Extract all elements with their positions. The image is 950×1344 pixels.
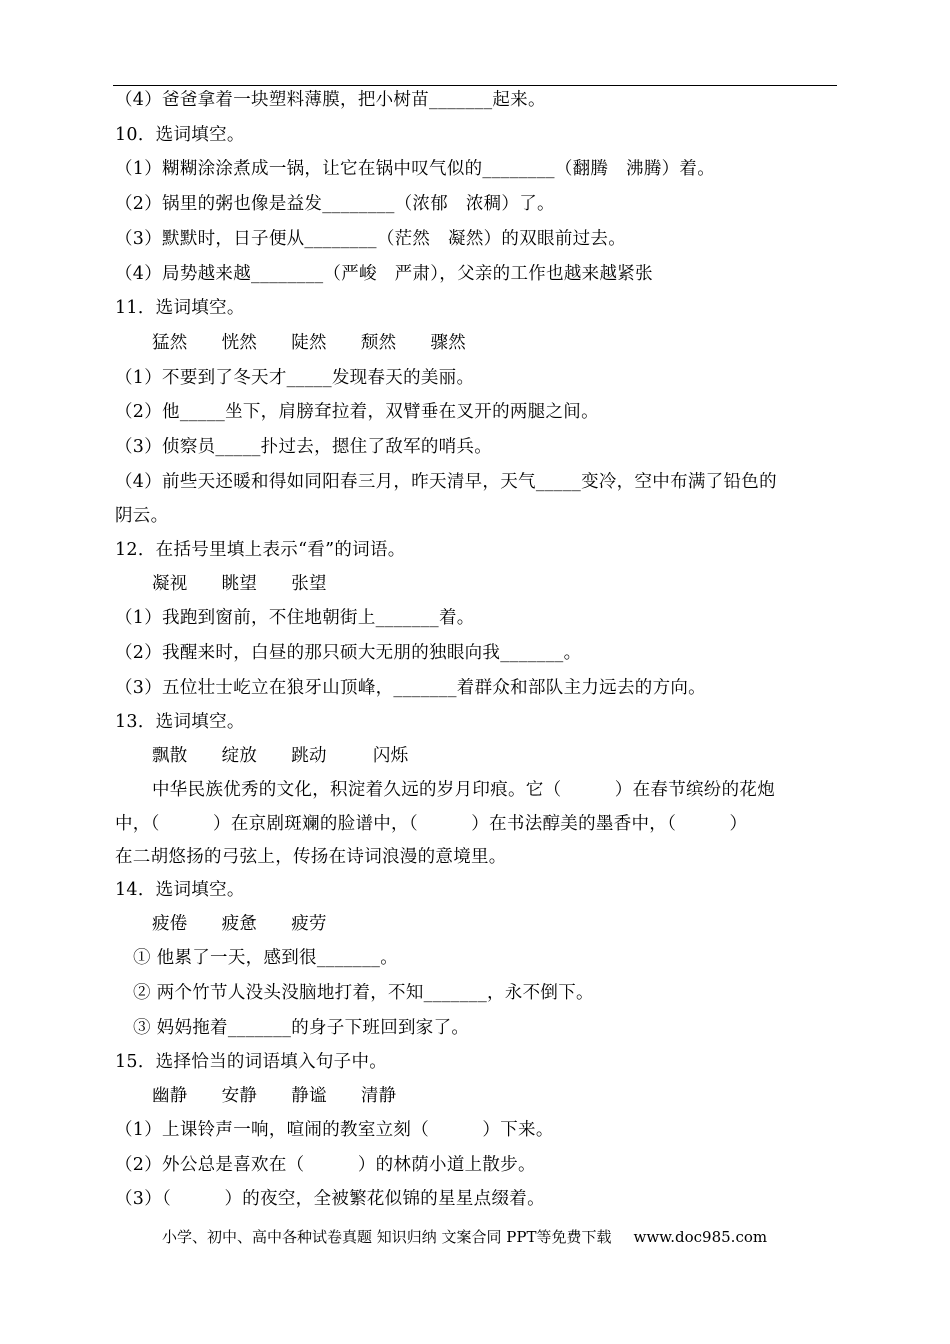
q15-option: 清静	[360, 1086, 397, 1106]
q12-options	[152, 572, 872, 596]
q13-passage-line-3: 在二胡悠扬的弓弦上，传扬在诗词浪漫的意境里。	[115, 847, 507, 867]
q14-item-3: ③ 妈妈拖着_______的身子下班回到家了。	[133, 1018, 470, 1038]
q12-item-2: （2）我醒来时，白昼的那只硕大无朋的独眼向我_______。	[115, 643, 582, 663]
q15-option: 安静	[221, 1086, 258, 1106]
q14-title: 14．选词填空。	[115, 880, 245, 900]
q10-item-2: （2）锅里的粥也像是益发________（浓郁 浓稠）了。	[115, 194, 555, 214]
q11-option: 颓然	[360, 333, 397, 353]
q15-option: 静谧	[291, 1086, 327, 1106]
q12-option: 眺望	[221, 574, 258, 594]
q11-item-3: （3）侦察员_____扑过去，摁住了敌军的哨兵。	[115, 437, 493, 457]
q13-passage-line-2: 中，（ ）在京剧斑斓的脸谱中，（ ）在书法醇美的墨香中，（ ）	[115, 814, 748, 834]
q15-options	[152, 1084, 872, 1108]
header-rule	[113, 85, 837, 86]
q9-item-4: （4）爸爸拿着一块塑料薄膜，把小树苗_______起来。	[115, 90, 546, 110]
q14-option: 疲惫	[221, 914, 258, 934]
q10-item-3: （3）默默时，日子便从________（茫然 凝然）的双眼前过去。	[115, 229, 627, 249]
q11-options	[152, 331, 872, 355]
q15-option: 幽静	[152, 1086, 188, 1106]
q15-item-1: （1）上课铃声一响，喧闹的教室立刻（ ）下来。	[115, 1120, 554, 1140]
q12-item-3: （3）五位壮士屹立在狼牙山顶峰，_______着群众和部队主力远去的方向。	[115, 678, 706, 698]
q14-option: 疲劳	[291, 914, 327, 934]
q13-passage-line-1: 中华民族优秀的文化，积淀着久远的岁月印痕。它（ ）在春节缤纷的花炮	[152, 780, 775, 800]
q11-option: 猛然	[152, 333, 188, 353]
q13-option: 绽放	[221, 746, 258, 766]
page-footer	[162, 1226, 767, 1248]
q13-title: 13．选词填空。	[115, 712, 245, 732]
q13-option: 飘散	[152, 746, 188, 766]
q10-title: 10．选词填空。	[115, 125, 245, 145]
q12-option: 凝视	[152, 574, 188, 594]
q15-item-3: （3）（ ）的夜空，全被繁花似锦的星星点缀着。	[115, 1189, 545, 1209]
q11-item-4: （4）前些天还暖和得如同阳春三月，昨天清早，天气_____变冷，空中布满了铅色的	[115, 472, 777, 492]
q14-item-1: ① 他累了一天，感到很_______。	[133, 948, 399, 968]
footer-url[interactable]: www.doc985.com	[633, 1228, 768, 1246]
q11-item-1: （1）不要到了冬天才_____发现春天的美丽。	[115, 368, 475, 388]
q13-option: 跳动	[291, 746, 327, 766]
q14-item-2: ② 两个竹节人没头没脑地打着，不知_______，永不倒下。	[133, 983, 594, 1003]
q11-option: 骤然	[430, 333, 467, 353]
q12-option: 张望	[291, 574, 327, 594]
q11-item-2: （2）他_____坐下，肩膀耷拉着，双臂垂在叉开的两腿之间。	[115, 402, 599, 422]
q12-item-1: （1）我跑到窗前，不住地朝街上_______着。	[115, 608, 475, 628]
q13-option: 闪烁	[372, 746, 409, 766]
q13-options	[152, 744, 872, 768]
footer-text: 小学、初中、高中各种试卷真题 知识归纳 文案合同 PPT等免费下载	[162, 1228, 612, 1246]
q15-item-2: （2）外公总是喜欢在（ ）的林荫小道上散步。	[115, 1155, 536, 1175]
q10-item-1: （1）糊糊涂涂煮成一锅，让它在锅中叹气似的________（翻腾 沸腾）着。	[115, 159, 716, 179]
q10-item-4: （4）局势越来越________（严峻 严肃），父亲的工作也越来越紧张	[115, 264, 653, 284]
q11-option: 恍然	[221, 333, 258, 353]
q11-option: 陡然	[291, 333, 327, 353]
q15-title: 15．选择恰当的词语填入句子中。	[115, 1052, 388, 1072]
q14-option: 疲倦	[152, 914, 188, 934]
q11-title: 11．选词填空。	[115, 298, 245, 318]
q11-item-4-continued: 阴云。	[115, 506, 169, 526]
q14-options	[152, 912, 872, 936]
q12-title: 12．在括号里填上表示“看”的词语。	[115, 540, 406, 560]
